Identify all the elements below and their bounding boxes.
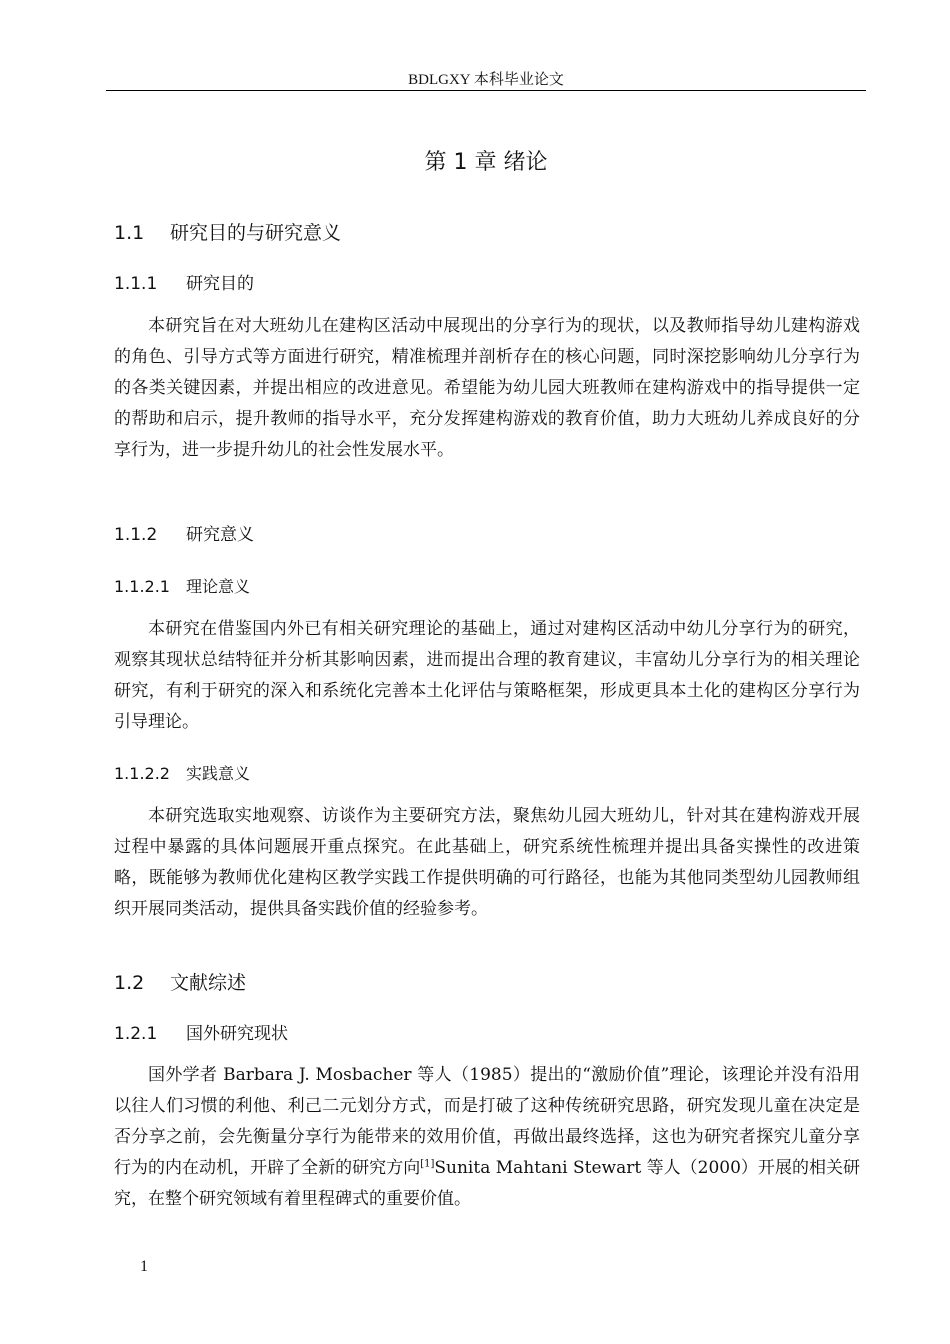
section-title: 研究目的与研究意义 [170, 222, 342, 244]
subsubsection-heading [114, 763, 250, 785]
header-rule [106, 90, 866, 91]
section-title: 文献综述 [170, 972, 247, 994]
subsection-number: 1.2.1 [114, 1024, 158, 1044]
subsection-heading [114, 272, 254, 296]
subsection-title: 研究目的 [186, 274, 254, 294]
page-number: 1 [140, 1258, 148, 1275]
subsection-number: 1.1.1 [114, 274, 158, 294]
subsubsection-heading [114, 576, 250, 598]
subsubsection-title: 理论意义 [186, 577, 251, 596]
section-heading [114, 220, 341, 246]
subsection-title: 研究意义 [186, 525, 254, 545]
subsection-heading [114, 523, 254, 547]
paragraph-text: Sunita Mahtani Stewart 等人（2000）开展的相关研究，在整个研究领域有着里程碑式的重要价值。 [114, 1158, 860, 1209]
paragraph-text: 国外学者 Barbara J. Mosbacher 等人（1985）提出的“激励价值”理论，该理论并没有沿用以往人们习惯的利他、利己二元划分方式，而是打破了这种传统研究思路，研究发现儿童在决定是否分享之前，会先衡量分享行为能带来的效用价值，再做出最终选择，这也为研究者探究儿童分享行为的内在动机，开辟了全新的研究方向 [114, 1065, 860, 1178]
subsection-heading [114, 1022, 288, 1046]
subsubsection-number: 1.1.2.2 [114, 764, 170, 783]
body-paragraph [114, 1060, 860, 1215]
subsubsection-title: 实践意义 [186, 764, 251, 783]
subsection-title: 国外研究现状 [186, 1024, 288, 1044]
section-heading [114, 970, 246, 996]
body-paragraph: 本研究旨在对大班幼儿在建构区活动中展现出的分享行为的现状，以及教师指导幼儿建构游戏的角色、引导方式等方面进行研究，精准梳理并剖析存在的核心问题，同时深挖影响幼儿分享行为的各类关键因素，并提出相应的改进意见。希望能为幼儿园大班教师在建构游戏中的指导提供一定的帮助和启示，提升教师的指导水平，充分发挥建构游戏的教育价值，助力大班幼儿养成良好的分享行为，进一步提升幼儿的社会性发展水平。 [114, 316, 860, 460]
page-header: BDLGXY 本科毕业论文 [408, 72, 564, 88]
section-number: 1.2 [114, 972, 145, 994]
citation-ref[interactable]: [1] [420, 1158, 435, 1170]
subsection-number: 1.1.2 [114, 525, 158, 545]
body-paragraph: 本研究在借鉴国内外已有相关研究理论的基础上，通过对建构区活动中幼儿分享行为的研究，观察其现状总结特征并分析其影响因素，进而提出合理的教育建议，丰富幼儿分享行为的相关理论研究，有利于研究的深入和系统化完善本土化评估与策略框架，形成更具本土化的建构区分享行为引导理论。 [114, 619, 860, 732]
subsubsection-number: 1.1.2.1 [114, 577, 170, 596]
chapter-title: 第 1 章 绪论 [424, 150, 548, 175]
body-paragraph: 本研究选取实地观察、访谈作为主要研究方法，聚焦幼儿园大班幼儿，针对其在建构游戏开展过程中暴露的具体问题展开重点探究。在此基础上，研究系统性梳理并提出具备实操性的改进策略，既能够为教师优化建构区教学实践工作提供明确的可行路径，也能为其他同类型幼儿园教师组织开展同类活动，提供具备实践价值的经验参考。 [114, 806, 860, 919]
section-number: 1.1 [114, 222, 145, 244]
